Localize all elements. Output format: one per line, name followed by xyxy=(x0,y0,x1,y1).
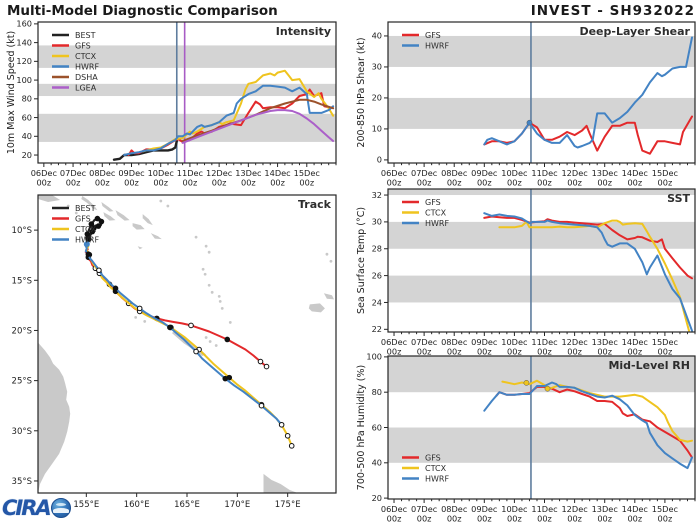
y-tick-label: 80 xyxy=(371,386,382,397)
legend-label-ctcx: CTCX xyxy=(75,225,97,235)
y-tick-label: 20 xyxy=(371,492,382,503)
x-tick-sublabel: 00z xyxy=(386,346,402,357)
y-tick-label: 28 xyxy=(371,243,382,254)
y-tick-label: 140 xyxy=(16,37,32,48)
x-tick-sublabel: 00z xyxy=(537,513,552,524)
island-speck xyxy=(143,320,146,323)
x-tick-sublabel: 00z xyxy=(299,177,315,188)
x-tick-label: 14Dec xyxy=(621,337,648,347)
chart-track xyxy=(12,195,336,510)
x-tick-label: 15Dec xyxy=(293,168,320,178)
island-speck xyxy=(205,245,208,248)
y-tick-label: 22 xyxy=(371,324,382,335)
category-band xyxy=(38,114,336,142)
lat-tick-label: 30°S xyxy=(11,426,32,437)
position-marker-open xyxy=(97,268,102,273)
x-tick-label: 08Dec xyxy=(441,337,468,347)
x-tick-sublabel: 00z xyxy=(270,177,285,188)
legend-label-dsha: DSHA xyxy=(75,73,98,83)
y-tick-label: 24 xyxy=(371,297,382,308)
x-tick-sublabel: 00z xyxy=(476,513,492,524)
x-tick-label: 08Dec xyxy=(441,504,468,514)
position-marker-filled xyxy=(96,224,101,229)
position-marker-filled xyxy=(225,337,230,342)
x-tick-label: 06Dec xyxy=(380,168,408,178)
series-dot-ctcx xyxy=(524,380,529,385)
legend-label-ctcx: CTCX xyxy=(425,208,447,218)
y-tick-label: 20 xyxy=(371,92,382,103)
x-tick-sublabel: 00z xyxy=(627,346,643,357)
x-tick-label: 11Dec xyxy=(531,504,558,514)
x-tick-sublabel: 00z xyxy=(507,346,522,357)
legend-label-hwrf: HWRF xyxy=(425,474,450,484)
y-axis-label-rh: 700-500 hPa Humidity (%) xyxy=(356,364,367,491)
series-dot-hwrf xyxy=(527,120,532,125)
x-tick-sublabel: 00z xyxy=(657,346,673,357)
x-tick-label: 10Dec xyxy=(501,168,528,178)
legend-label-ctcx: CTCX xyxy=(75,52,97,62)
x-tick-sublabel: 00z xyxy=(537,346,552,357)
x-tick-sublabel: 00z xyxy=(507,177,522,188)
y-axis-label-intensity: 10m Max Wind Speed (kt) xyxy=(6,30,17,155)
island-speck xyxy=(221,307,224,310)
x-tick-sublabel: 00z xyxy=(567,513,582,524)
island-speck xyxy=(326,253,329,256)
x-tick-label: 12Dec xyxy=(561,168,588,178)
x-tick-label: 12Dec xyxy=(561,337,588,347)
island-speck xyxy=(211,291,214,294)
lat-tick-label: 25°S xyxy=(11,376,32,387)
category-band xyxy=(388,36,695,67)
x-tick-label: 07Dec xyxy=(59,168,87,178)
x-tick-label: 09Dec xyxy=(471,504,498,514)
x-tick-label: 14Dec xyxy=(264,168,291,178)
y-tick-label: 40 xyxy=(371,457,382,468)
panel-label-intensity: Intensity xyxy=(275,25,331,38)
island-speck xyxy=(202,268,205,271)
panel-label-sst: SST xyxy=(667,192,690,205)
x-tick-sublabel: 00z xyxy=(597,177,613,188)
x-tick-label: 13Dec xyxy=(591,337,618,347)
x-tick-label: 07Dec xyxy=(410,337,438,347)
x-tick-sublabel: 00z xyxy=(446,346,462,357)
y-tick-label: 30 xyxy=(371,61,382,72)
y-tick-label: 40 xyxy=(21,131,32,142)
y-axis-label-sst: Sea Surface Temp (°C) xyxy=(356,206,367,315)
y-tick-label: 40 xyxy=(371,30,382,41)
position-marker-filled xyxy=(86,252,91,257)
y-tick-label: 80 xyxy=(21,93,32,104)
legend-label-hwrf: HWRF xyxy=(425,219,450,229)
x-tick-label: 14Dec xyxy=(621,504,648,514)
x-tick-sublabel: 00z xyxy=(446,177,462,188)
series-dot-ctcx xyxy=(545,386,550,391)
lon-tick-label: 165°E xyxy=(174,500,200,510)
x-tick-sublabel: 00z xyxy=(211,177,227,188)
x-tick-sublabel: 00z xyxy=(240,177,256,188)
x-tick-label: 11Dec xyxy=(176,168,204,178)
island-speck xyxy=(229,321,232,324)
x-tick-label: 11Dec xyxy=(531,168,558,178)
page-title: Multi-Model Diagnostic Comparison xyxy=(7,3,278,19)
position-marker-open xyxy=(258,359,263,364)
y-tick-label: 10 xyxy=(371,123,382,134)
chart-sst xyxy=(356,189,695,357)
island-speck xyxy=(208,251,211,254)
lon-tick-label: 160°E xyxy=(123,500,150,510)
island-speck xyxy=(330,260,333,263)
y-tick-label: 100 xyxy=(16,74,32,85)
panel-label-rh: Mid-Level RH xyxy=(608,359,690,372)
y-tick-label: 26 xyxy=(371,270,382,281)
position-marker-filled xyxy=(223,376,228,381)
chart-rh xyxy=(356,352,695,524)
x-tick-sublabel: 00z xyxy=(416,513,432,524)
lat-tick-label: 15°S xyxy=(11,276,32,287)
y-tick-label: 120 xyxy=(16,56,32,67)
x-tick-sublabel: 00z xyxy=(124,177,139,188)
x-tick-sublabel: 00z xyxy=(386,177,402,188)
x-tick-label: 10Dec xyxy=(147,168,174,178)
x-tick-sublabel: 00z xyxy=(657,513,673,524)
panel-label-shear: Deep-Layer Shear xyxy=(579,25,690,38)
y-tick-label: 20 xyxy=(21,149,32,160)
x-tick-label: 11Dec xyxy=(531,337,558,347)
x-tick-sublabel: 00z xyxy=(182,177,198,188)
category-band xyxy=(388,276,695,303)
legend-label-hwrf: HWRF xyxy=(75,235,100,245)
island-speck xyxy=(195,236,198,239)
legend-label-ctcx: CTCX xyxy=(425,464,447,474)
x-tick-label: 15Dec xyxy=(651,504,679,514)
island-speck xyxy=(205,336,208,339)
x-tick-label: 10Dec xyxy=(501,504,528,514)
position-marker-filled xyxy=(99,219,104,224)
position-marker-end xyxy=(264,364,269,369)
legend-label-hwrf: HWRF xyxy=(425,41,450,51)
x-tick-sublabel: 00z xyxy=(597,513,613,524)
x-tick-label: 12Dec xyxy=(206,168,233,178)
lat-tick-label: 35°S xyxy=(11,476,32,487)
x-tick-sublabel: 00z xyxy=(446,513,462,524)
island-speck xyxy=(215,344,218,347)
legend-label-gfs: GFS xyxy=(75,41,91,51)
position-marker-open xyxy=(194,349,199,354)
globe-icon xyxy=(51,498,71,518)
category-band xyxy=(388,189,695,195)
y-tick-label: 160 xyxy=(16,18,32,29)
cira-logo-text: CIRA xyxy=(2,496,50,520)
legend-label-gfs: GFS xyxy=(425,31,441,41)
x-tick-label: 06Dec xyxy=(30,168,57,178)
x-tick-label: 06Dec xyxy=(380,504,408,514)
x-tick-label: 08Dec xyxy=(441,168,468,178)
legend-label-gfs: GFS xyxy=(425,453,441,463)
x-tick-sublabel: 00z xyxy=(416,346,432,357)
position-marker-open xyxy=(189,323,194,328)
x-tick-label: 15Dec xyxy=(651,337,679,347)
x-tick-sublabel: 00z xyxy=(386,513,402,524)
x-tick-sublabel: 00z xyxy=(627,513,643,524)
position-marker-filled xyxy=(113,286,118,291)
lat-tick-label: 20°S xyxy=(11,326,32,337)
x-tick-sublabel: 00z xyxy=(153,177,169,188)
y-axis-label-shear: 200-850 hPa Shear (kt) xyxy=(356,37,367,148)
lon-tick-label: 175°E xyxy=(274,500,301,510)
x-tick-label: 08Dec xyxy=(89,168,116,178)
x-tick-sublabel: 00z xyxy=(65,177,81,188)
x-tick-sublabel: 00z xyxy=(627,177,643,188)
x-tick-label: 14Dec xyxy=(621,168,648,178)
island-speck xyxy=(209,340,212,343)
x-tick-label: 15Dec xyxy=(651,168,679,178)
x-tick-sublabel: 00z xyxy=(567,346,582,357)
island-speck xyxy=(166,205,169,208)
legend-label-gfs: GFS xyxy=(425,198,441,208)
position-marker-open xyxy=(259,403,264,408)
position-marker-filled xyxy=(168,325,173,330)
chart-intensity xyxy=(6,19,336,188)
legend-label-gfs: GFS xyxy=(75,214,91,224)
lon-tick-label: 170°E xyxy=(224,500,251,510)
x-tick-sublabel: 00z xyxy=(476,346,492,357)
lon-tick-label: 155°E xyxy=(73,500,100,510)
island-speck xyxy=(159,200,162,203)
x-tick-label: 09Dec xyxy=(118,168,145,178)
y-tick-label: 100 xyxy=(366,351,382,362)
legend-label-lgea: LGEA xyxy=(75,83,97,93)
x-tick-sublabel: 00z xyxy=(597,346,613,357)
x-tick-label: 06Dec xyxy=(380,337,408,347)
y-tick-label: 0 xyxy=(376,154,382,165)
x-tick-sublabel: 00z xyxy=(537,177,552,188)
y-tick-label: 60 xyxy=(371,422,382,433)
x-tick-label: 09Dec xyxy=(471,337,498,347)
x-tick-sublabel: 00z xyxy=(416,177,432,188)
island-speck xyxy=(219,300,222,303)
x-tick-label: 07Dec xyxy=(410,168,438,178)
x-tick-label: 07Dec xyxy=(410,504,438,514)
position-marker-open xyxy=(137,306,142,311)
x-tick-sublabel: 00z xyxy=(507,513,522,524)
x-tick-label: 12Dec xyxy=(561,504,588,514)
storm-id-title: INVEST - SH932022 xyxy=(530,3,695,19)
x-tick-label: 13Dec xyxy=(235,168,262,178)
x-tick-sublabel: 00z xyxy=(476,177,492,188)
x-tick-label: 10Dec xyxy=(501,337,528,347)
legend-label-best: BEST xyxy=(75,31,96,41)
category-band xyxy=(388,98,695,129)
x-tick-sublabel: 00z xyxy=(36,177,52,188)
y-tick-label: 60 xyxy=(21,112,32,123)
position-marker-end xyxy=(279,422,284,427)
island-speck xyxy=(204,273,207,276)
island-speck xyxy=(218,295,221,298)
x-tick-label: 13Dec xyxy=(591,504,618,514)
island-speck xyxy=(134,316,137,319)
chart-shear xyxy=(356,22,695,188)
x-tick-sublabel: 00z xyxy=(94,177,110,188)
position-marker-end xyxy=(289,444,294,449)
x-tick-label: 09Dec xyxy=(471,168,498,178)
y-tick-label: 30 xyxy=(371,216,382,227)
cira-logo xyxy=(2,496,71,520)
y-tick-label: 32 xyxy=(371,189,382,200)
panel-label-track: Track xyxy=(298,198,331,211)
legend-label-hwrf: HWRF xyxy=(75,62,100,72)
position-marker-open xyxy=(285,434,290,439)
island-speck xyxy=(208,284,211,287)
lat-tick-label: 10°S xyxy=(11,226,32,237)
x-tick-sublabel: 00z xyxy=(567,177,582,188)
legend-label-best: BEST xyxy=(75,204,96,214)
x-tick-sublabel: 00z xyxy=(657,177,673,188)
x-tick-label: 13Dec xyxy=(591,168,618,178)
